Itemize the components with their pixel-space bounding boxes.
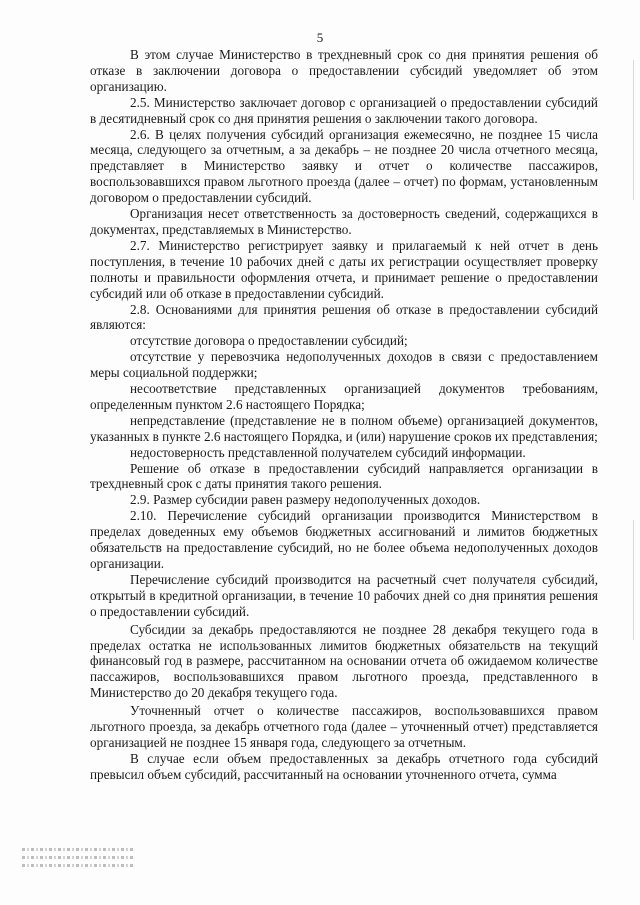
paragraph: 2.10. Перечисление субсидий организации производится Министерством в пределах доведенных ему объемов бюджетных ассигнований и лимитов бюджетных обязательств на предоставление субсидий, но не более объема недополученных доходов организации. (90, 508, 598, 571)
scan-stamp-mark (22, 848, 134, 882)
list-item: недостоверность представленной получателем субсидий информации. (130, 444, 526, 460)
list-item: отсутствие у перевозчика недополученных доходов в связи с предоставлением меры социальной поддержки; (90, 349, 598, 381)
paragraph: Решение об отказе в предоставлении субсидий направляется организации в трехдневный срок с даты принятия такого решения. (90, 460, 598, 492)
paragraph: В этом случае Министерство в трехдневный срок со дня принятия решения об отказе в заключении договора о предоставлении субсидий уведомляет об этом организацию. (90, 47, 598, 94)
paragraph: 2.7. Министерство регистрирует заявку и прилагаемый к ней отчет в день поступления, в течение 10 рабочих дней с даты их регистрации осуществляет проверку полноты и правильности оформления отчета, и принимает решение о предоставлении субсидий или об отказе в предоставлении субсидий. (90, 237, 598, 301)
list-item: несоответствие представленных организацией документов требованиям, определенным пунктом 2.6 настоящего Порядка; (90, 381, 598, 412)
stamp-line (22, 848, 134, 851)
paragraph: 2.9. Размер субсидии равен размеру недополученных доходов. (130, 492, 481, 508)
stamp-line (22, 864, 134, 867)
scan-edge-mark (633, 520, 634, 640)
paragraph: 2.5. Министерство заключает договор с организацией о предоставлении субсидий в десятидневный срок со дня принятия решения о заключении такого договора. (90, 94, 598, 126)
list-item: отсутствие договора о предоставлении субсидий; (130, 333, 408, 349)
paragraph: Организация несет ответственность за достоверность сведений, содержащихся в документах, представляемых в Министерство. (90, 206, 598, 237)
document-body (90, 47, 598, 783)
stamp-line (22, 856, 134, 859)
paragraph: 2.8. Основаниями для принятия решения об отказе в предоставлении субсидий являются: (90, 301, 598, 333)
list-item: непредставление (представление не в полном объеме) организацией документов, указанных в пункте 2.6 настоящего Порядка, и (или) нарушение сроков их представления; (90, 412, 598, 444)
scan-edge-mark (633, 60, 634, 200)
paragraph: Уточненный отчет о количестве пассажиров, воспользовавшихся правом льготного проезда, за декабрь отчетного года (далее – уточненный отчет) представляется организацией не позднее 15 января года, следующего за отчетным. (90, 703, 598, 750)
paragraph: В случае если объем предоставленных за декабрь отчетного года субсидий превысил объем субсидий, рассчитанный на основании уточненного отчета, сумма (90, 750, 598, 782)
paragraph: 2.6. В целях получения субсидий организация ежемесячно, не позднее 15 числа месяца, следующего за отчетным, а за декабрь – не позднее 20 числа отчетного месяца, представляет в Министерство заявку и отчет о количестве пассажиров, воспользовавшихся правом льготного проезда (далее – отчет) по формам, установленным договором о предоставлении субсидий. (90, 126, 598, 206)
page-number: 5 (316, 30, 324, 45)
paragraph: Субсидии за декабрь предоставляются не позднее 28 декабря текущего года в пределах остатка не использованных лимитов бюджетных обязательств на текущий финансовый год в размере, рассчитанном на основании отчета об ожидаемом количестве пассажиров, воспользовавшихся правом льготного проезда, представленного в Министерство до 20 декабря текущего года. (90, 621, 598, 701)
paragraph: Перечисление субсидий производится на расчетный счет получателя субсидий, открытый в кредитной организации, в течение 10 рабочих дней со дня принятия решения о предоставлении субсидий. (90, 571, 598, 619)
